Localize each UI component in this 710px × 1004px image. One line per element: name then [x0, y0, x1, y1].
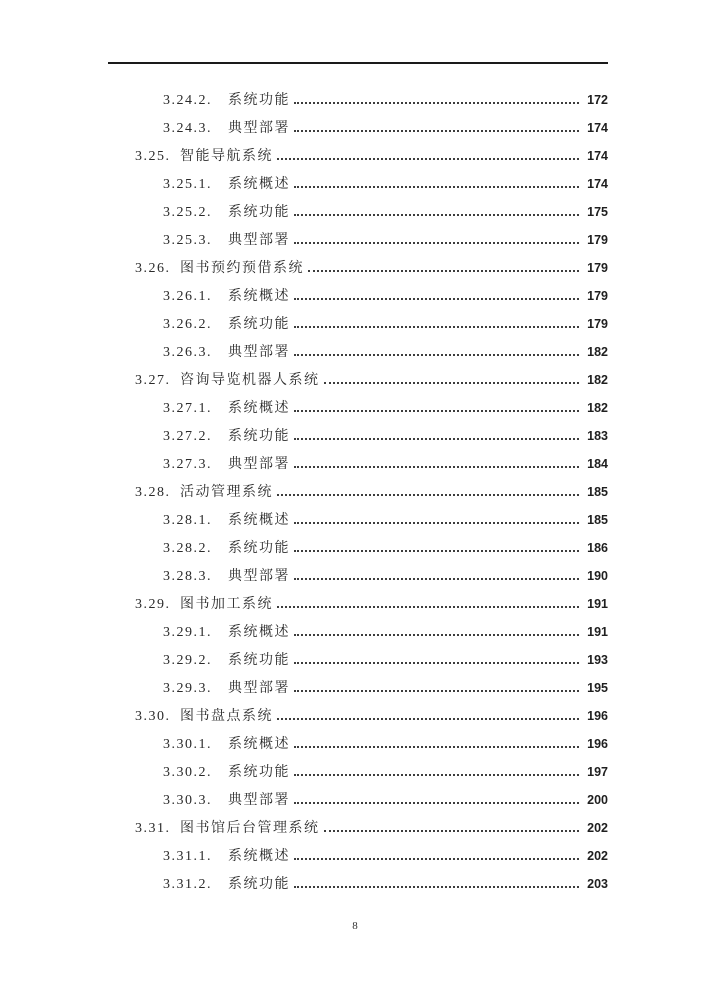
toc-leader-dots: [294, 873, 579, 888]
toc-entry: [108, 870, 608, 898]
toc-entry: [108, 170, 608, 198]
toc-entry-title: 系统功能: [228, 429, 290, 444]
toc-leader-dots: [277, 145, 579, 160]
toc-entry-number: 3.26.3.: [163, 345, 212, 360]
toc-leader-dots: [294, 621, 579, 636]
toc-entry-number: 3.25.1.: [163, 177, 212, 192]
toc-entry: [108, 422, 608, 450]
toc-entry-page: 196: [587, 737, 608, 751]
toc-entry: [108, 226, 608, 254]
toc-entry-number: 3.29.: [135, 597, 171, 612]
toc-entry: [108, 366, 608, 394]
toc-entry-number: 3.27.: [135, 373, 171, 388]
toc-entry-page: 182: [587, 401, 608, 415]
toc-leader-dots: [308, 257, 579, 272]
toc-entry-page: 197: [587, 765, 608, 779]
toc-entry-title: 典型部署: [228, 345, 290, 360]
toc-entry-title: 图书预约预借系统: [180, 261, 304, 276]
toc-entry-number: 3.27.1.: [163, 401, 212, 416]
toc-entry-page: 195: [587, 681, 608, 695]
toc-entry-page: 193: [587, 653, 608, 667]
toc-entry: [108, 282, 608, 310]
toc-entry-number: 3.27.3.: [163, 457, 212, 472]
toc-entry-page: 175: [587, 205, 608, 219]
toc-leader-dots: [294, 89, 579, 104]
toc-entry-number: 3.24.3.: [163, 121, 212, 136]
toc-entry: [108, 814, 608, 842]
toc-entry: [108, 114, 608, 142]
footer-page-number: 8: [352, 920, 358, 932]
toc-leader-dots: [294, 397, 579, 412]
toc-entry-page: 186: [587, 541, 608, 555]
toc-leader-dots: [294, 285, 579, 300]
toc-entry-page: 191: [587, 597, 608, 611]
toc-entry-title: 图书馆后台管理系统: [180, 821, 320, 836]
toc-list: [108, 86, 608, 898]
toc-leader-dots: [294, 229, 579, 244]
toc-leader-dots: [294, 341, 579, 356]
toc-entry-number: 3.30.1.: [163, 737, 212, 752]
toc-entry-page: 185: [587, 513, 608, 527]
toc-entry-page: 202: [587, 849, 608, 863]
toc-entry-page: 184: [587, 457, 608, 471]
toc-entry-page: 185: [587, 485, 608, 499]
toc-entry-title: 典型部署: [228, 793, 290, 808]
toc-leader-dots: [277, 593, 579, 608]
toc-entry-number: 3.30.: [135, 709, 171, 724]
toc-leader-dots: [294, 509, 579, 524]
toc-entry-number: 3.29.3.: [163, 681, 212, 696]
toc-entry-page: 174: [587, 121, 608, 135]
toc-entry-number: 3.30.2.: [163, 765, 212, 780]
toc-entry-title: 系统概述: [228, 849, 290, 864]
toc-entry: [108, 674, 608, 702]
toc-entry-title: 典型部署: [228, 681, 290, 696]
toc-entry-title: 图书加工系统: [180, 597, 273, 612]
toc-entry: [108, 338, 608, 366]
toc-entry-page: 182: [587, 345, 608, 359]
toc-leader-dots: [294, 537, 579, 552]
toc-leader-dots: [294, 565, 579, 580]
toc-entry-title: 系统概述: [228, 289, 290, 304]
toc-leader-dots: [294, 649, 579, 664]
toc-entry-page: 202: [587, 821, 608, 835]
toc-entry-number: 3.29.2.: [163, 653, 212, 668]
toc-entry: [108, 394, 608, 422]
toc-entry-page: 179: [587, 317, 608, 331]
toc-entry-number: 3.26.: [135, 261, 171, 276]
toc-entry-number: 3.28.: [135, 485, 171, 500]
toc-entry: [108, 142, 608, 170]
toc-entry-page: 179: [587, 261, 608, 275]
toc-entry-title: 系统概述: [228, 401, 290, 416]
toc-entry-title: 系统功能: [228, 653, 290, 668]
toc-entry-title: 系统功能: [228, 877, 290, 892]
toc-entry-number: 3.27.2.: [163, 429, 212, 444]
toc-entry-title: 图书盘点系统: [180, 709, 273, 724]
toc-entry-page: 183: [587, 429, 608, 443]
toc-leader-dots: [294, 173, 579, 188]
toc-entry-page: 200: [587, 793, 608, 807]
toc-entry-number: 3.28.3.: [163, 569, 212, 584]
toc-entry-number: 3.24.2.: [163, 93, 212, 108]
toc-entry-page: 174: [587, 149, 608, 163]
toc-entry-page: 190: [587, 569, 608, 583]
toc-entry-number: 3.26.1.: [163, 289, 212, 304]
toc-leader-dots: [294, 845, 579, 860]
toc-entry: [108, 758, 608, 786]
toc-entry: [108, 254, 608, 282]
toc-entry-number: 3.26.2.: [163, 317, 212, 332]
toc-leader-dots: [324, 369, 580, 384]
toc-entry-number: 3.25.3.: [163, 233, 212, 248]
toc-leader-dots: [294, 201, 579, 216]
toc-leader-dots: [294, 117, 579, 132]
toc-entry: [108, 450, 608, 478]
page-footer: [0, 920, 710, 932]
toc-entry-title: 系统概述: [228, 625, 290, 640]
toc-entry-page: 179: [587, 289, 608, 303]
toc-entry: [108, 86, 608, 114]
toc-entry: [108, 842, 608, 870]
toc-leader-dots: [294, 733, 579, 748]
toc-entry: [108, 786, 608, 814]
toc-entry-number: 3.29.1.: [163, 625, 212, 640]
toc-entry-page: 203: [587, 877, 608, 891]
toc-leader-dots: [277, 481, 579, 496]
toc-entry-page: 182: [587, 373, 608, 387]
toc-entry: [108, 562, 608, 590]
toc-entry: [108, 702, 608, 730]
toc-leader-dots: [294, 761, 579, 776]
toc-entry-title: 系统功能: [228, 317, 290, 332]
toc-entry-title: 典型部署: [228, 569, 290, 584]
toc-entry-title: 典型部署: [228, 121, 290, 136]
toc-entry-title: 典型部署: [228, 233, 290, 248]
toc-entry: [108, 730, 608, 758]
toc-entry-title: 系统功能: [228, 205, 290, 220]
toc-leader-dots: [294, 425, 579, 440]
toc-entry-title: 系统功能: [228, 93, 290, 108]
toc-entry-number: 3.25.2.: [163, 205, 212, 220]
toc-entry: [108, 478, 608, 506]
toc-entry-number: 3.31.1.: [163, 849, 212, 864]
toc-entry-number: 3.25.: [135, 149, 171, 164]
toc-entry-title: 系统功能: [228, 765, 290, 780]
toc-entry: [108, 618, 608, 646]
toc-entry-title: 系统概述: [228, 177, 290, 192]
toc-entry-title: 系统概述: [228, 513, 290, 528]
toc-entry-title: 活动管理系统: [180, 485, 273, 500]
header-rule: [108, 62, 608, 64]
toc-entry-page: 191: [587, 625, 608, 639]
toc-entry-title: 系统概述: [228, 737, 290, 752]
toc-leader-dots: [324, 817, 580, 832]
toc-entry: [108, 198, 608, 226]
toc-entry-page: 174: [587, 177, 608, 191]
toc-entry-page: 196: [587, 709, 608, 723]
toc-entry: [108, 590, 608, 618]
toc-leader-dots: [294, 313, 579, 328]
toc-entry-number: 3.28.1.: [163, 513, 212, 528]
toc-leader-dots: [294, 677, 579, 692]
toc-entry-title: 智能导航系统: [180, 149, 273, 164]
toc-entry-title: 咨询导览机器人系统: [180, 373, 320, 388]
toc-entry: [108, 506, 608, 534]
toc-entry-title: 典型部署: [228, 457, 290, 472]
toc-entry-number: 3.31.: [135, 821, 171, 836]
toc-entry-number: 3.28.2.: [163, 541, 212, 556]
toc-entry: [108, 534, 608, 562]
toc-entry-title: 系统功能: [228, 541, 290, 556]
toc-entry: [108, 646, 608, 674]
toc-leader-dots: [294, 789, 579, 804]
toc-entry-number: 3.31.2.: [163, 877, 212, 892]
toc-entry: [108, 310, 608, 338]
toc-entry-number: 3.30.3.: [163, 793, 212, 808]
toc-entry-page: 172: [587, 93, 608, 107]
toc-leader-dots: [294, 453, 579, 468]
toc-entry-page: 179: [587, 233, 608, 247]
toc-leader-dots: [277, 705, 579, 720]
